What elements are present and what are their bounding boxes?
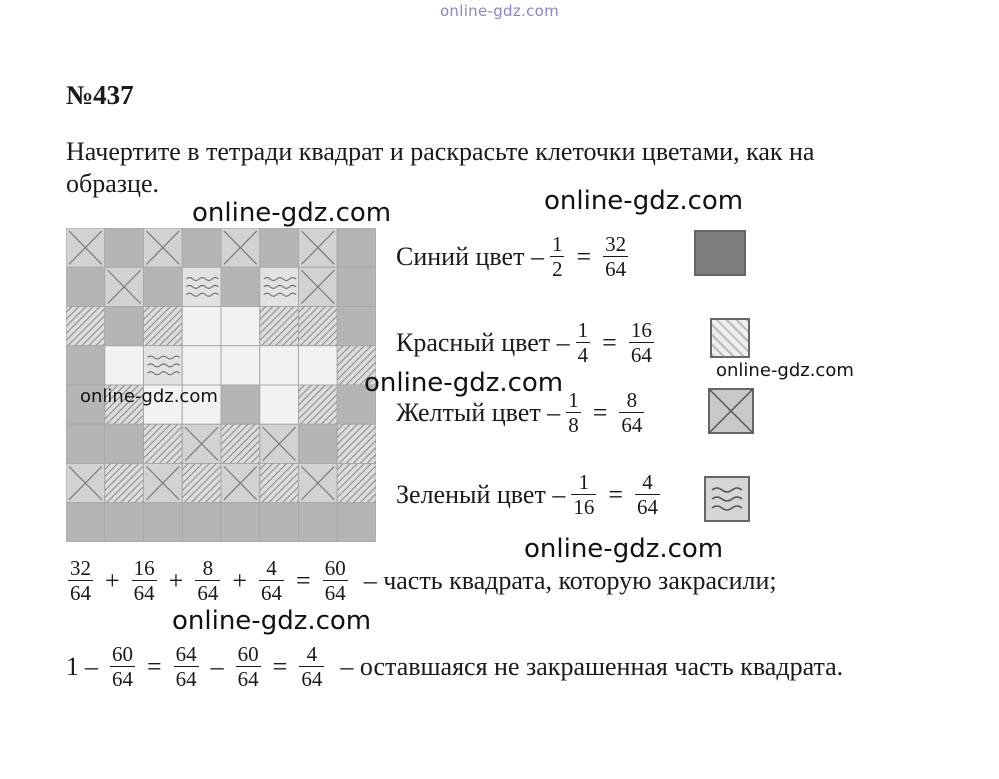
grid-cell-solid xyxy=(221,267,260,306)
grid-cell-solid xyxy=(260,503,299,542)
grid-cell-solid xyxy=(182,228,221,267)
grid-cell-blank xyxy=(299,346,338,385)
green-swatch xyxy=(704,476,750,522)
grid-cell-cross xyxy=(221,228,260,267)
grid-cell-blank xyxy=(182,346,221,385)
equals-sign: = xyxy=(602,327,617,357)
watermark: online-gdz.com xyxy=(524,534,724,564)
blue-fraction: $\frac{1}{2}$ xyxy=(551,232,563,281)
watermark: online-gdz.com xyxy=(364,368,564,398)
grid-cell-hatch xyxy=(144,424,183,463)
grid-cell-solid xyxy=(299,424,338,463)
grid-cell-cross xyxy=(182,424,221,463)
blue-row xyxy=(396,232,634,281)
grid-cell-cross xyxy=(66,464,105,503)
watermark: online-gdz.com xyxy=(192,198,392,228)
plus-sign: + xyxy=(168,565,184,595)
sum-term-3: $\frac{8}{64}$ xyxy=(197,556,219,605)
sum-term-2: $\frac{16}{64}$ xyxy=(133,556,155,605)
rest-text: – оставшаяся не закрашенная часть квадрата. xyxy=(340,651,844,681)
grid-cell-cross xyxy=(66,228,105,267)
green-label: Зеленый цвет – xyxy=(396,479,566,509)
grid-cell-blank xyxy=(221,346,260,385)
rest-equation xyxy=(66,642,843,691)
sum-term-4: $\frac{4}{64}$ xyxy=(261,556,283,605)
grid-cell-solid xyxy=(66,424,105,463)
grid-cell-wave xyxy=(182,267,221,306)
blue-swatch xyxy=(694,230,746,276)
watermark: online-gdz.com xyxy=(80,386,218,407)
red-label: Красный цвет – xyxy=(396,327,570,357)
watermark: online-gdz.com xyxy=(544,186,744,216)
grid-cell-solid xyxy=(221,503,260,542)
grid-cell-hatch xyxy=(337,424,376,463)
plus-sign: + xyxy=(232,565,248,595)
grid-cell-hatch xyxy=(337,464,376,503)
task-text: Начертите в тетради квадрат и раскрасьте клеточки цветами, как на образце. xyxy=(66,137,815,198)
grid-cell-cross xyxy=(221,464,260,503)
grid-cell-solid xyxy=(144,503,183,542)
grid-cell-cross xyxy=(299,267,338,306)
grid-cell-hatch xyxy=(260,307,299,346)
grid-cell-solid xyxy=(144,267,183,306)
grid-cell-cross xyxy=(299,464,338,503)
grid-cell-hatch xyxy=(66,307,105,346)
grid-cell-hatch xyxy=(299,385,338,424)
grid-cell-solid xyxy=(105,307,144,346)
rest-a: $\frac{60}{64}$ xyxy=(112,642,133,691)
green-fraction-64: $\frac{4}{64}$ xyxy=(637,470,658,519)
grid-svg xyxy=(66,228,376,542)
site-header[interactable]: online-gdz.com xyxy=(439,2,560,20)
sum-text: – часть квадрата, которую закрасили; xyxy=(363,565,777,595)
watermark: online-gdz.com xyxy=(716,360,854,381)
yellow-fraction: $\frac{1}{8}$ xyxy=(568,388,579,437)
rest-result: $\frac{4}{64}$ xyxy=(301,642,323,691)
grid-cell-solid xyxy=(105,228,144,267)
minus-sign: – xyxy=(85,651,98,681)
grid-cell-hatch xyxy=(221,424,260,463)
colored-square-figure xyxy=(66,228,376,542)
grid-cell-hatch xyxy=(299,307,338,346)
grid-cell-blank xyxy=(105,346,144,385)
grid-cell-cross xyxy=(105,267,144,306)
grid-cell-solid xyxy=(105,503,144,542)
grid-cell-solid xyxy=(221,385,260,424)
grid-cell-solid xyxy=(337,228,376,267)
sum-term-1: $\frac{32}{64}$ xyxy=(70,556,91,605)
grid-cell-blank xyxy=(260,385,299,424)
task-number: №437 xyxy=(66,80,134,110)
grid-cell-blank xyxy=(221,307,260,346)
grid-cell-solid xyxy=(260,228,299,267)
grid-cell-solid xyxy=(337,267,376,306)
red-row xyxy=(396,318,660,367)
red-fraction: $\frac{1}{4}$ xyxy=(577,318,589,367)
yellow-label: Желтый цвет – xyxy=(396,397,561,427)
grid-cell-solid xyxy=(337,307,376,346)
rest-b: $\frac{64}{64}$ xyxy=(175,642,197,691)
blue-fraction-64: $\frac{32}{64}$ xyxy=(605,232,627,281)
grid-cell-blank xyxy=(182,307,221,346)
blue-label: Синий цвет – xyxy=(396,241,544,271)
yellow-swatch xyxy=(708,388,754,434)
watermark: online-gdz.com xyxy=(172,606,372,636)
grid-cell-solid xyxy=(299,503,338,542)
grid-cell-hatch xyxy=(182,464,221,503)
rest-c: $\frac{60}{64}$ xyxy=(237,642,259,691)
green-fraction: $\frac{1}{16}$ xyxy=(573,470,595,519)
grid-cell-hatch xyxy=(105,464,144,503)
one: 1 xyxy=(66,651,79,681)
grid-cell-wave xyxy=(260,267,299,306)
grid-cell-cross xyxy=(299,228,338,267)
grid-cell-cross xyxy=(144,464,183,503)
equals-sign: = xyxy=(147,651,162,681)
grid-cell-hatch xyxy=(144,307,183,346)
grid-cell-solid xyxy=(105,424,144,463)
grid-cell-solid xyxy=(182,503,221,542)
equals-sign: = xyxy=(608,479,623,509)
grid-cell-solid xyxy=(66,346,105,385)
grid-cell-wave xyxy=(144,346,183,385)
grid-cell-solid xyxy=(66,503,105,542)
grid-cell-solid xyxy=(337,503,376,542)
minus-sign: – xyxy=(210,651,224,681)
red-fraction-64: $\frac{16}{64}$ xyxy=(630,318,652,367)
grid-cell-cross xyxy=(260,424,299,463)
grid-cell-hatch xyxy=(260,464,299,503)
equals-sign: = xyxy=(296,565,311,595)
sum-result: $\frac{60}{64}$ xyxy=(324,556,346,605)
grid-cell-blank xyxy=(260,346,299,385)
plus-sign: + xyxy=(105,565,120,595)
equals-sign: = xyxy=(576,241,592,271)
equals-sign: = xyxy=(592,397,608,427)
yellow-fraction-64: $\frac{8}{64}$ xyxy=(621,388,643,437)
red-swatch xyxy=(710,318,750,358)
equals-sign: = xyxy=(272,651,288,681)
green-row xyxy=(396,470,666,519)
grid-cell-cross xyxy=(144,228,183,267)
grid-cell-solid xyxy=(66,267,105,306)
